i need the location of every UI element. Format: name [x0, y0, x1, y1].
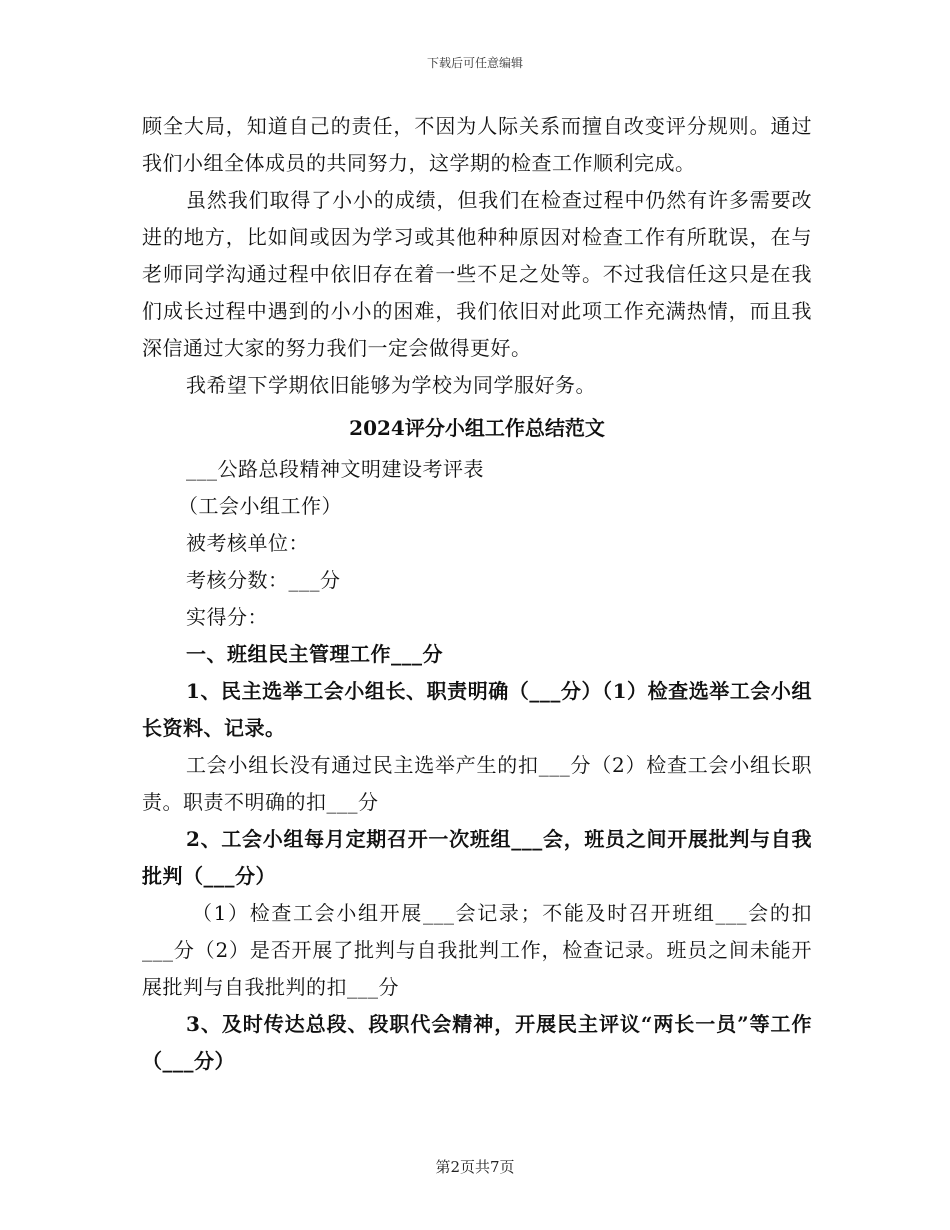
score-label: 考核分数：___分 [186, 568, 341, 592]
form-title: ___公路总段精神文明建设考评表 [186, 457, 484, 481]
actual-score-label: 实得分： [186, 605, 268, 629]
unit-label: 被考核单位： [186, 531, 309, 555]
page-number: 第2页共7页 [435, 1158, 515, 1176]
item-1-text: 工会小组长没有通过民主选举产生的扣___分（2）检查工会小组长职责。职责不明确的扣___分 [142, 753, 812, 814]
paragraph-3: 我希望下学期依旧能够为学校为同学服好务。 [186, 373, 596, 397]
item-2-text: （1）检查工会小组开展___会记录；不能及时召开班组___会的扣___分（2）是否开展了批判与自我批判工作，检查记录。班员之间未能开展批判与自我批判的扣___分 [142, 901, 812, 999]
section-title: 2024评分小组工作总结范文 [349, 416, 605, 440]
paragraph-1: 顾全大局，知道自己的责任，不因为人际关系而擅自改变评分规则。通过我们小组全体成员的共同努力，这学期的检查工作顺利完成。 [142, 114, 812, 175]
paragraph-2: 虽然我们取得了小小的成绩，但我们在检查过程中仍然有许多需要改进的地方，比如间或因为学习或其他种种原因对检查工作有所耽误，在与老师同学沟通过程中依旧存在着一些不足之处等。不过我信任这只是在我们成长过程中遇到的小小的困难，我们依旧对此项工作充满热情，而且我深信通过大家的努力我们一定会做得更好。 [142, 188, 812, 360]
item-2-heading: 2、工会小组每月定期召开一次班组___会，班员之间开展批判与自我批判（___分） [142, 827, 812, 888]
item-3-heading: 3、及时传达总段、段职代会精神，开展民主评议“两长一员”等工作（___分） [142, 1012, 812, 1073]
item-1-heading: 1、民主选举工会小组长、职责明确（___分）（1）检查选举工会小组长资料、记录。 [142, 679, 812, 740]
header-note: 下载后可任意编辑 [426, 56, 523, 70]
heading-1: 一、班组民主管理工作___分 [186, 642, 443, 666]
document-body [142, 108, 812, 1080]
form-subtitle: （工会小组工作） [178, 494, 342, 518]
